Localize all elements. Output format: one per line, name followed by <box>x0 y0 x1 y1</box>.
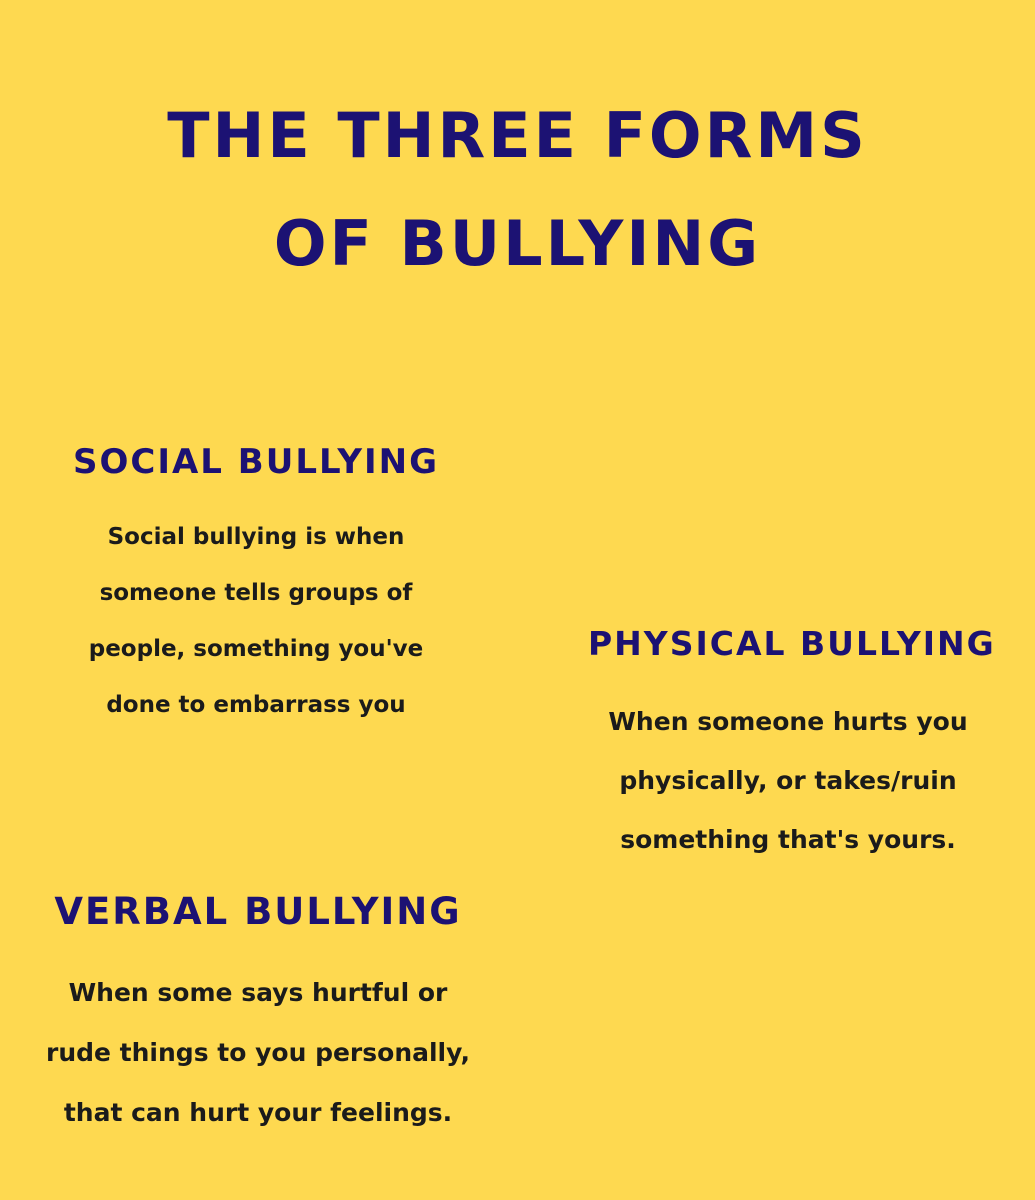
physical-bullying-description <box>588 692 988 869</box>
social-bullying-heading: SOCIAL BULLYING <box>73 442 439 482</box>
verbal-bullying-heading: VERBAL BULLYING <box>54 890 462 933</box>
page-title-line-1: THE THREE FORMS <box>167 99 868 172</box>
description-line: When someone hurts you <box>608 707 968 736</box>
verbal-bullying-description <box>30 963 486 1143</box>
physical-bullying-heading: PHYSICAL BULLYING <box>588 624 996 663</box>
description-line: Social bullying is when <box>107 524 405 550</box>
description-line: that can hurt your feelings. <box>63 1098 453 1127</box>
description-line: someone tells groups of <box>99 580 413 606</box>
page-title-line-2: OF BULLYING <box>273 207 762 280</box>
physical-bullying-section <box>588 622 996 869</box>
description-line: done to embarrass you <box>106 692 406 718</box>
social-bullying-description <box>56 509 456 733</box>
description-line: When some says hurtful or <box>68 978 448 1007</box>
social-bullying-section <box>56 440 456 733</box>
verbal-bullying-section <box>30 888 486 1143</box>
description-line: something that's yours. <box>620 825 956 854</box>
description-line: rude things to you personally, <box>46 1038 470 1067</box>
description-line: people, something you've <box>88 636 424 662</box>
description-line: physically, or takes/ruin <box>619 766 957 795</box>
page-title <box>0 82 1035 298</box>
